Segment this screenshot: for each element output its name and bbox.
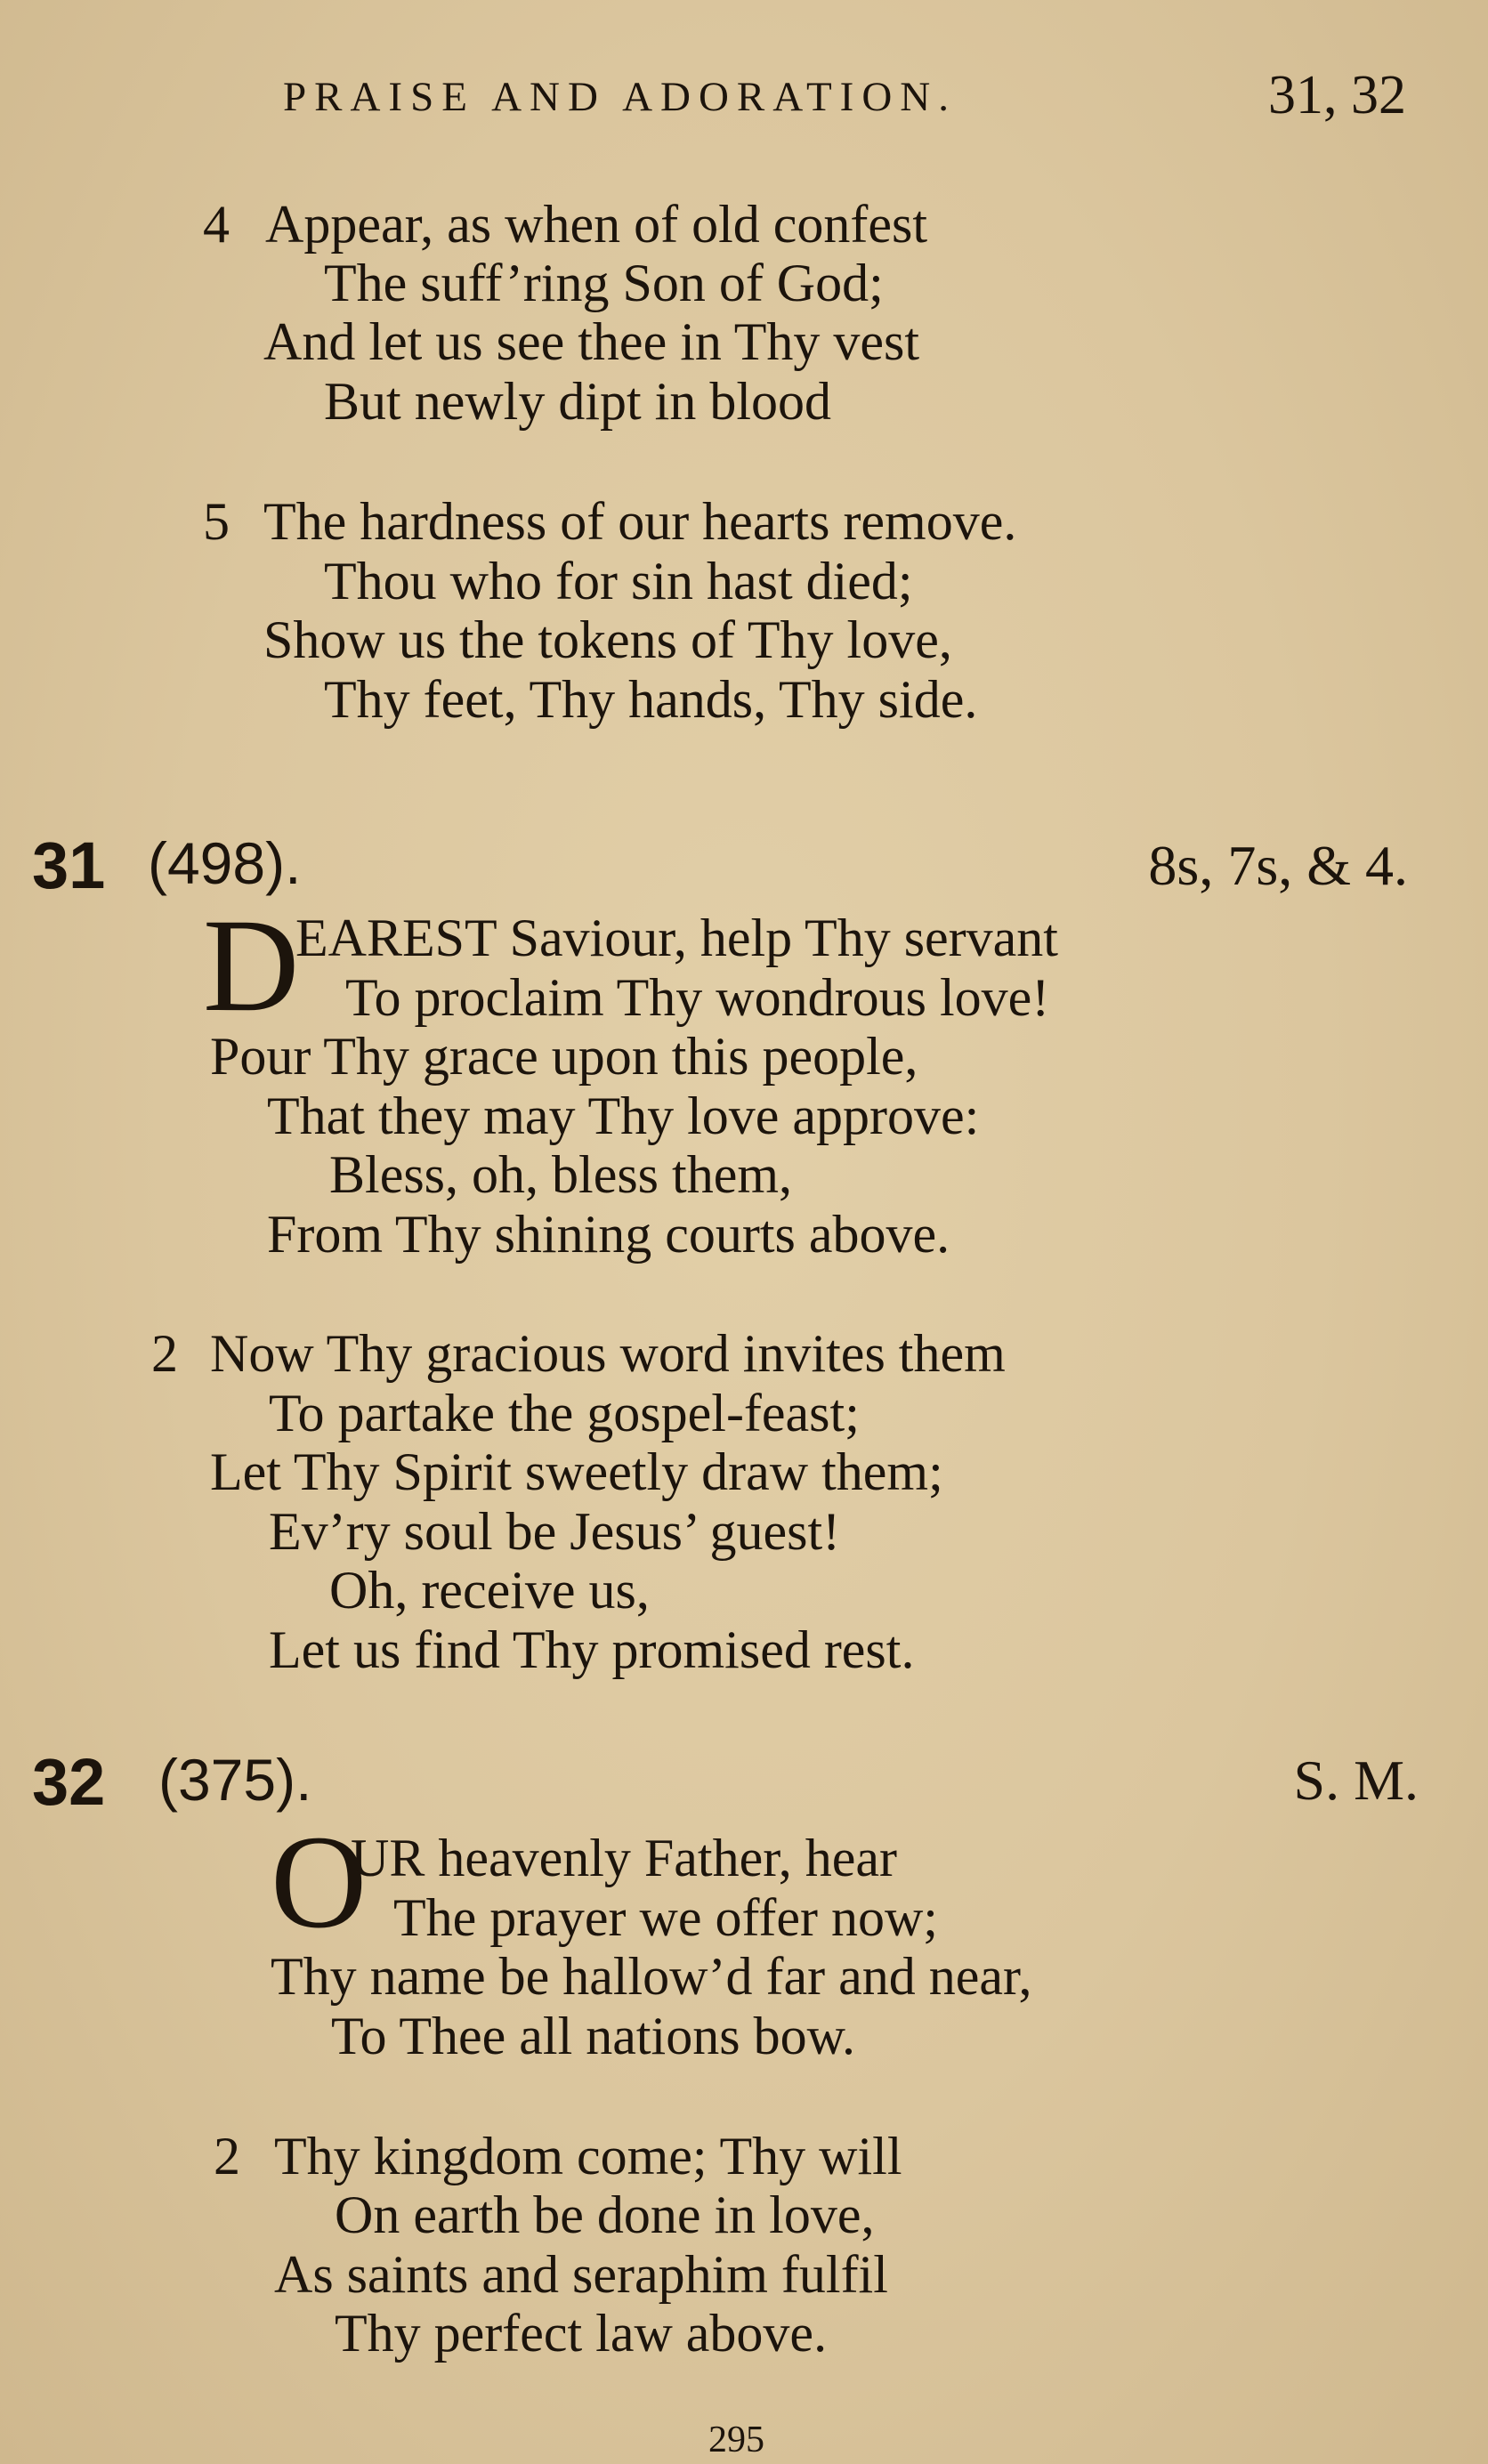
verse-line: EAREST Saviour, help Thy servant <box>295 909 1058 967</box>
hymn-number: 32 <box>32 1745 106 1819</box>
hymn-meter: S. M. <box>1293 1749 1419 1812</box>
page-hymn-reference: 31, 32 <box>1268 65 1406 125</box>
verse-line: Thy kingdom come; Thy will <box>274 2127 902 2185</box>
hymn-reference: (375). <box>158 1747 312 1813</box>
page-number: 295 <box>708 2420 764 2460</box>
running-head: PRAISE AND ADORATION. <box>283 74 957 120</box>
drop-cap: D <box>203 892 300 1039</box>
hymn-reference: (498). <box>148 830 302 896</box>
verse-line: The prayer we offer now; <box>393 1888 938 1947</box>
verse-line: Now Thy gracious word invites them <box>210 1324 1006 1383</box>
verse-line: The suff’ring Son of God; <box>324 254 884 312</box>
verse-line: Thy perfect law above. <box>335 2304 828 2363</box>
verse-line: To partake the gospel-feast; <box>269 1384 860 1442</box>
verse-line: That they may Thy love approve: <box>267 1087 980 1145</box>
stanza-number: 2 <box>151 1324 178 1383</box>
verse-line: To proclaim Thy wondrous love! <box>345 968 1050 1027</box>
verse-line: Show us the tokens of Thy love, <box>263 610 952 669</box>
verse-line: From Thy shining courts above. <box>267 1205 950 1264</box>
hymn-meter: 8s, 7s, & 4. <box>1148 834 1408 897</box>
verse-line: UR heavenly Father, hear <box>351 1829 898 1887</box>
verse-line: Oh, receive us, <box>329 1561 650 1620</box>
verse-line: Ev’ry soul be Jesus’ guest! <box>269 1502 841 1561</box>
verse-line: And let us see thee in Thy vest <box>263 312 920 371</box>
verse-line: Let Thy Spirit sweetly draw them; <box>210 1442 943 1501</box>
verse-line: Pour Thy grace upon this people, <box>210 1027 918 1086</box>
verse-line: Thy feet, Thy hands, Thy side. <box>324 670 978 729</box>
stanza-number: 4 <box>203 195 230 254</box>
verse-line: Thou who for sin hast died; <box>324 552 913 610</box>
verse-line: The hardness of our hearts remove. <box>263 492 1017 551</box>
hymn-number: 31 <box>32 828 106 902</box>
verse-line: As saints and seraphim fulfil <box>274 2245 888 2304</box>
verse-line: Thy name be hallow’d far and near, <box>271 1947 1032 2006</box>
verse-line: But newly dipt in blood <box>324 372 831 431</box>
verse-line: To Thee all nations bow. <box>331 2007 856 2065</box>
verse-line: Appear, as when of old confest <box>265 195 928 254</box>
stanza-number: 5 <box>203 492 230 551</box>
stanza-number: 2 <box>214 2127 240 2185</box>
verse-line: Bless, oh, bless them, <box>329 1145 792 1204</box>
verse-line: On earth be done in love, <box>335 2185 875 2244</box>
verse-line: Let us find Thy promised rest. <box>269 1620 915 1679</box>
drop-cap: O <box>271 1808 368 1956</box>
